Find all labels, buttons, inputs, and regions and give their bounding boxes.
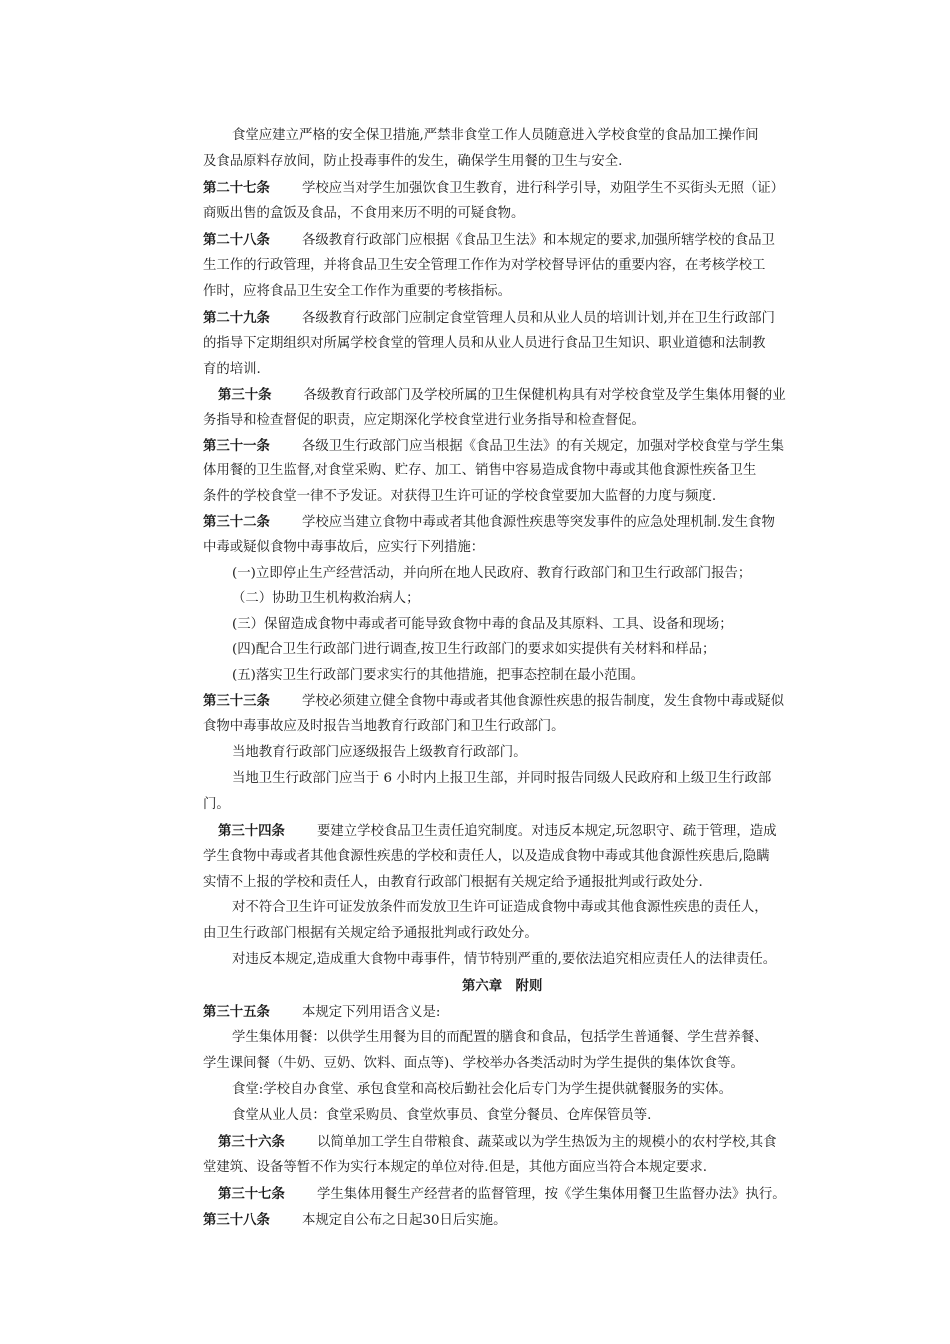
line-text: 及食品原料存放间，防止投毒事件的发生，确保学生用餐的卫生与安全.: [203, 154, 623, 169]
paragraph-line: [203, 1160, 707, 1176]
article-number: 第三十三条: [203, 693, 270, 709]
article-paragraph-line: [203, 180, 784, 197]
article-paragraph-line: [203, 438, 784, 455]
paragraph-line: [203, 540, 484, 556]
line-text: 要建立学校食品卫生责任追究制度。对违反本规定,玩忽职守、疏于管理，造成: [316, 824, 777, 839]
line-text: 条件的学校食堂一律不予发证。对获得卫生许可证的学校食堂要加大监督的力度与频度.: [203, 489, 717, 504]
line-text: 对不符合卫生许可证发放条件而发放卫生许可证造成食物中毒或其他食源性疾患的责任人，: [232, 900, 768, 915]
line-text: 中毒或疑似食物中毒事故后，应实行下列措施：: [203, 540, 485, 555]
line-text: 当地卫生行政部门应当于 6 小时内上报卫生部，并同时报告同级人民政府和上级卫生行政部: [232, 771, 772, 786]
article-paragraph-line: [203, 232, 775, 249]
paragraph-line: [232, 745, 527, 761]
article-number: 第三十四条: [218, 823, 285, 839]
paragraph-line: [232, 771, 771, 787]
article-number: 第二十九条: [203, 310, 270, 326]
article-paragraph-line: [218, 823, 777, 840]
line-text: 以简单加工学生自带粮食、蔬菜或以为学生热饭为主的规模小的农村学校,其食: [316, 1135, 777, 1150]
article-number: 第二十七条: [203, 180, 270, 196]
line-text: 学生集体用餐：以供学生用餐为目的而配置的膳食和食品，包括学生普通餐、学生营养餐、: [232, 1030, 768, 1045]
paragraph-line: [203, 719, 565, 735]
paragraph-line: [203, 926, 538, 942]
line-text: 门。: [203, 797, 230, 812]
paragraph-line: [203, 258, 765, 274]
paragraph-line: [203, 206, 524, 222]
article-number: 第三十二条: [203, 514, 270, 530]
article-number: 第三十一条: [203, 438, 270, 454]
line-text: （二）协助卫生机构救治病人；: [232, 591, 420, 606]
paragraph-line: [203, 797, 230, 813]
article-number: 第三十七条: [218, 1186, 285, 1202]
line-text: 各级教育行政部门应根据《食品卫生法》和本规定的要求,加强所辖学校的食品卫: [301, 233, 775, 248]
line-text: 作时，应将食品卫生安全工作作为重要的考核指标。: [203, 284, 511, 299]
article-paragraph-line: [218, 1134, 777, 1151]
paragraph-line: [232, 591, 419, 607]
line-text: 的指导下定期组织对所属学校食堂的管理人员和从业人员进行食品卫生知识、职业道德和法制教: [203, 336, 766, 351]
chapter-heading: 第六章 附则: [462, 978, 543, 994]
paragraph-line: [232, 128, 759, 144]
line-text: 当地教育行政部门应逐级报告上级教育行政部门。: [232, 745, 527, 760]
paragraph-line: [203, 463, 756, 479]
line-text: 由卫生行政部门根据有关规定给予通报批判或行政处分。: [203, 926, 538, 941]
line-text: (五)落实卫生行政部门要求实行的其他措施，把事态控制在最小范围。: [232, 668, 645, 683]
line-text: 学校应当建立食物中毒或者其他食源性疾患等突发事件的应急处理机制.发生食物: [301, 515, 775, 530]
paragraph-line: [203, 875, 703, 891]
paragraph-line: [232, 1030, 768, 1046]
article-paragraph-line: [203, 1212, 506, 1229]
paragraph-line: [232, 668, 644, 684]
line-text: 堂建筑、设备等暂不作为实行本规定的单位对待.但是，其他方面应当符合本规定要求.: [203, 1160, 707, 1175]
paragraph-line: [203, 489, 716, 505]
article-paragraph-line: [218, 1186, 786, 1203]
line-text: (一)立即停止生产经营活动，并向所在地人民政府、教育行政部门和卫生行政部门报告；: [232, 566, 752, 581]
article-number: 第三十六条: [218, 1134, 285, 1150]
line-text: (三）保留造成食物中毒或者可能导致食物中毒的食品及其原料、工具、设备和现场；: [232, 617, 733, 632]
line-text: 各级卫生行政部门应当根据《食品卫生法》的有关规定，加强对学校食堂与学生集: [301, 439, 785, 454]
paragraph-line: [203, 413, 645, 429]
article-number: 第二十八条: [203, 232, 270, 248]
line-text: 学生食物中毒或者其他食源性疾患的学校和责任人，以及造成食物中毒或其他食源性疾患后,隐瞒: [203, 849, 770, 864]
line-text: 食物中毒事故应及时报告当地教育行政部门和卫生行政部门。: [203, 719, 565, 734]
line-text: 本规定下列用语含义是:: [301, 1005, 441, 1020]
line-text: 本规定自公布之日起30日后实施。: [301, 1213, 507, 1228]
line-text: 生工作的行政管理，并将食品卫生安全管理工作作为对学校督导评估的重要内容，在考核学校工: [203, 258, 766, 273]
line-text: 各级教育行政部门及学校所属的卫生保健机构具有对学校食堂及学生集体用餐的业: [303, 388, 786, 403]
article-paragraph-line: [203, 1004, 440, 1021]
line-text: 食堂应建立严格的安全保卫措施,严禁非食堂工作人员随意进入学校食堂的食品加工操作间: [232, 128, 759, 143]
paragraph-line: [203, 1056, 744, 1072]
line-text: (四)配合卫生行政部门进行调查,按卫生行政部门的要求如实提供有关材料和样品；: [232, 642, 716, 657]
paragraph-line: [232, 566, 751, 582]
line-text: 学校必须建立健全食物中毒或者其他食源性疾患的报告制度，发生食物中毒或疑似: [301, 694, 785, 709]
line-text: 学生课间餐（牛奶、豆奶、饮料、面点等)、学校举办各类活动时为学生提供的集体饮食等。: [203, 1056, 744, 1071]
article-paragraph-line: [218, 387, 786, 404]
line-text: 育的培训.: [203, 362, 261, 377]
line-text: 各级教育行政部门应制定食堂管理人员和从业人员的培训计划,并在卫生行政部门: [301, 311, 775, 326]
line-text: 实情不上报的学校和责任人，由教育行政部门根据有关规定给予通报批判或行政处分.: [203, 875, 703, 890]
article-paragraph-line: [203, 310, 775, 327]
paragraph-line: [232, 900, 768, 916]
paragraph-line: [232, 1108, 651, 1124]
line-text: 体用餐的卫生监督,对食堂采购、贮存、加工、销售中容易造成食物中毒或其他食源性疾备卫生: [203, 463, 757, 478]
paragraph-line: [232, 952, 776, 968]
line-text: 食堂:学校自办食堂、承包食堂和高校后勤社会化后专门为学生提供就餐服务的实体。: [232, 1082, 732, 1097]
line-text: 务指导和检查督促的职责，应定期深化学校食堂进行业务指导和检查督促。: [203, 413, 645, 428]
line-text: 学生集体用餐生产经营者的监督管理，按《学生集体用餐卫生监督办法》执行。: [316, 1187, 786, 1202]
paragraph-line: [232, 1082, 732, 1098]
article-number: 第三十五条: [203, 1004, 270, 1020]
article-paragraph-line: [203, 514, 775, 531]
article-paragraph-line: [462, 978, 542, 995]
paragraph-line: [203, 154, 622, 170]
line-text: 食堂从业人员：食堂采购员、食堂炊事员、食堂分餐员、仓库保管员等.: [232, 1108, 652, 1123]
article-number: 第三十条: [218, 387, 272, 403]
line-text: 学校应当对学生加强饮食卫生教育，进行科学引导，劝阻学生不买街头无照（证）: [301, 181, 785, 196]
paragraph-line: [203, 849, 770, 865]
paragraph-line: [203, 284, 511, 300]
paragraph-line: [232, 617, 733, 633]
article-paragraph-line: [203, 693, 784, 710]
article-number: 第三十八条: [203, 1212, 270, 1228]
paragraph-line: [203, 362, 261, 378]
paragraph-line: [203, 336, 765, 352]
line-text: 商贩出售的盒饭及食品，不食用来历不明的可疑食物。: [203, 206, 525, 221]
line-text: 对违反本规定,造成重大食物中毒事件，情节特别严重的,要依法追究相应责任人的法律责任。: [232, 952, 777, 967]
paragraph-line: [232, 642, 715, 658]
